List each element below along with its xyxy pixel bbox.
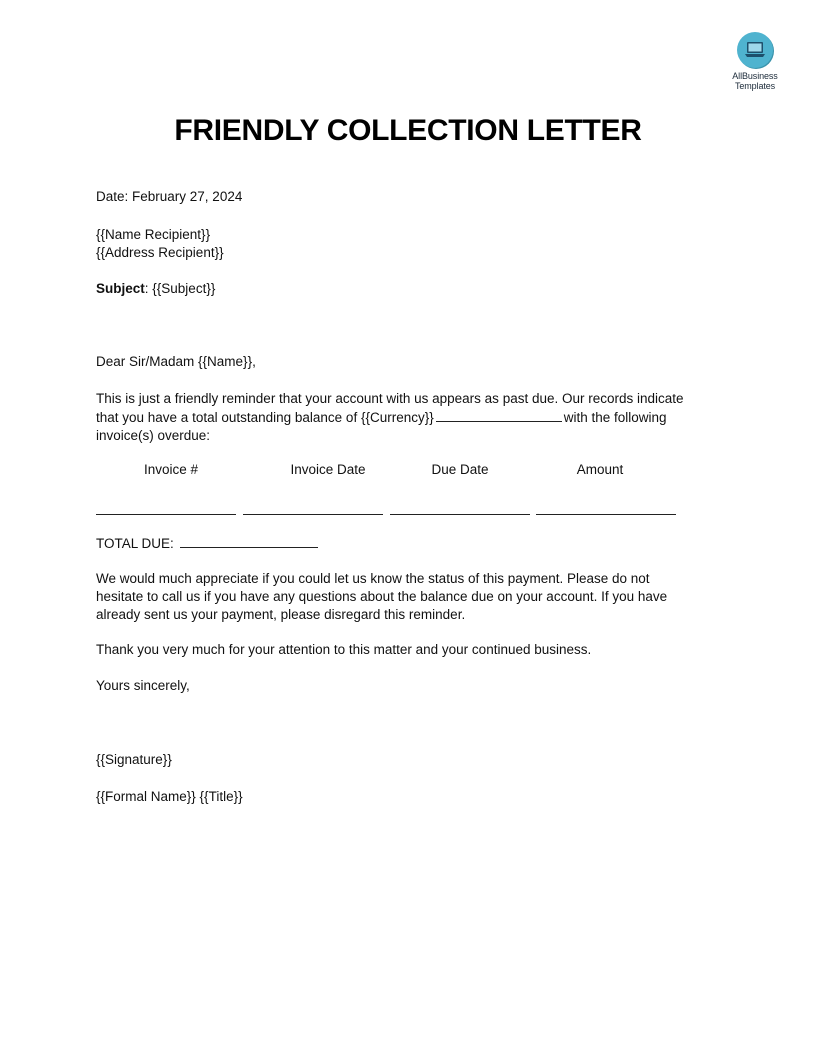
total-due-blank xyxy=(180,534,318,548)
total-due-line xyxy=(96,534,318,553)
intro-text-after: with the following invoice(s) overdue: xyxy=(96,410,667,443)
logo-text-line2: Templates xyxy=(734,81,776,91)
closing: Yours sincerely, xyxy=(96,678,190,693)
date-line: Date: February 27, 2024 xyxy=(96,189,243,204)
laptop-icon xyxy=(737,32,773,68)
subject-line xyxy=(96,280,215,298)
thanks-paragraph: Thank you very much for your attention to this matter and your continued business. xyxy=(96,642,592,657)
subject-value: : {{Subject}} xyxy=(144,281,216,296)
recipient-address: {{Address Recipient}} xyxy=(96,245,224,260)
header-invoice-number: Invoice # xyxy=(143,462,199,477)
salutation: Dear Sir/Madam {{Name}}, xyxy=(96,354,256,369)
logo-text-line1: AllBusiness xyxy=(732,71,778,81)
header-due-date: Due Date xyxy=(431,462,489,477)
letter-title: FRIENDLY COLLECTION LETTER xyxy=(174,114,642,147)
intro-paragraph xyxy=(96,390,688,445)
company-logo xyxy=(724,32,786,91)
balance-blank xyxy=(436,408,562,422)
formal-name-title: {{Formal Name}} {{Title}} xyxy=(96,789,243,804)
amount-blank xyxy=(536,514,676,515)
due-date-blank xyxy=(390,514,530,515)
signature-placeholder: {{Signature}} xyxy=(96,752,172,767)
invoice-number-blank xyxy=(96,514,236,515)
header-amount: Amount xyxy=(576,462,624,477)
invoice-date-blank xyxy=(243,514,383,515)
intro-text-before: This is just a friendly reminder that your account with us appears as past due. Our records indicate that you have a total outstanding balance of {{Currency}} xyxy=(96,391,684,425)
body-paragraph: We would much appreciate if you could let us know the status of this payment. Please do not hesitate to call us if you have any questions about the balance due on your account. If you have already sent us your payment, please disregard this reminder. xyxy=(96,571,668,622)
total-due-label: TOTAL DUE: xyxy=(96,536,174,551)
header-invoice-date: Invoice Date xyxy=(290,462,366,477)
recipient-name: {{Name Recipient}} xyxy=(96,227,211,242)
subject-label: Subject xyxy=(96,281,145,296)
